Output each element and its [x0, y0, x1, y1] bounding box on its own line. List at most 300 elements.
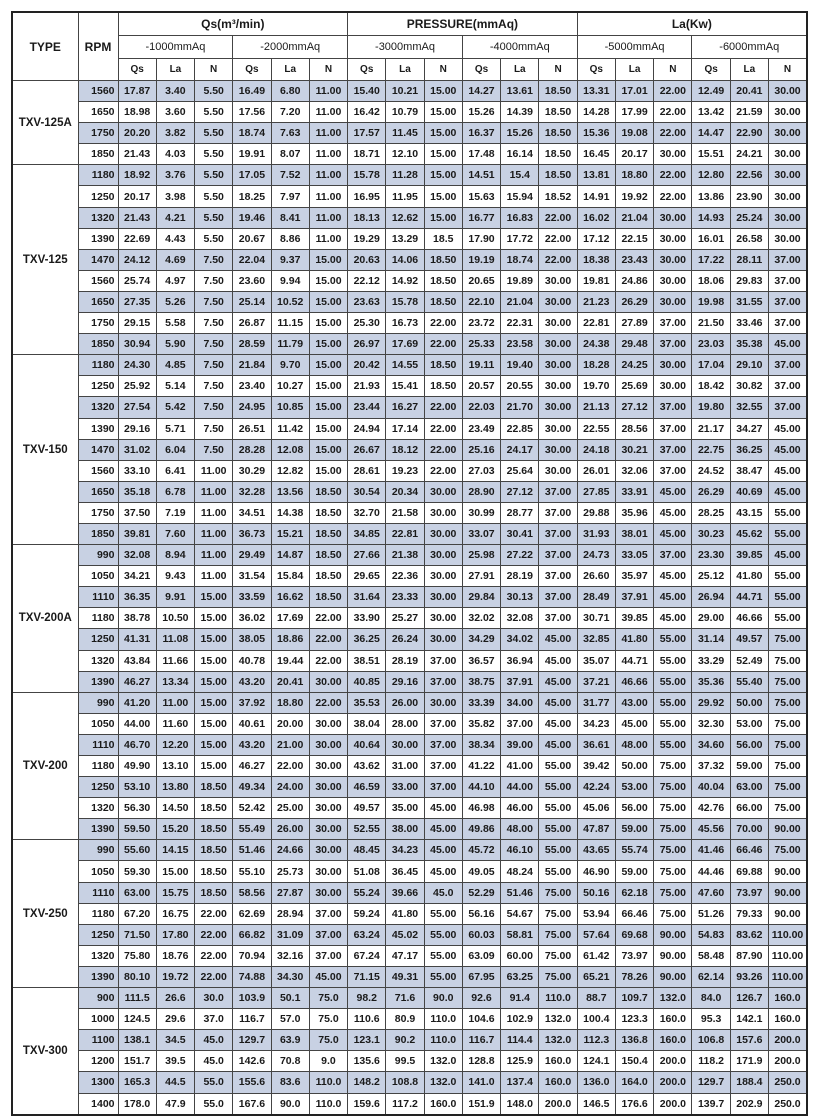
value-cell: 30.82 [730, 376, 768, 397]
value-cell: 6.80 [271, 81, 309, 102]
value-cell: 39.00 [501, 734, 539, 755]
value-cell: 18.50 [424, 355, 462, 376]
table-row [12, 481, 807, 502]
value-cell: 19.91 [233, 144, 271, 165]
value-cell: 15.36 [577, 123, 615, 144]
value-cell: 30.00 [769, 228, 807, 249]
value-cell: 40.04 [692, 777, 730, 798]
value-cell: 15.00 [195, 629, 233, 650]
value-cell: 21.23 [577, 291, 615, 312]
value-cell: 54.83 [692, 924, 730, 945]
value-cell: 75.00 [654, 882, 692, 903]
rpm-cell: 1650 [78, 481, 118, 502]
value-cell: 37.00 [769, 313, 807, 334]
value-cell: 30.99 [462, 502, 500, 523]
value-cell: 21.38 [386, 545, 424, 566]
value-cell: 15.20 [156, 819, 194, 840]
value-cell: 41.20 [118, 692, 156, 713]
value-cell: 75.0 [309, 1009, 347, 1030]
value-cell: 30.94 [118, 334, 156, 355]
value-cell: 14.27 [462, 81, 500, 102]
value-cell: 24.00 [271, 777, 309, 798]
value-cell: 75.00 [769, 692, 807, 713]
value-cell: 25.27 [386, 608, 424, 629]
value-cell: 125.9 [501, 1051, 539, 1072]
value-cell: 53.10 [118, 777, 156, 798]
value-cell: 45.00 [615, 713, 653, 734]
value-cell: 22.00 [424, 460, 462, 481]
table-row [12, 840, 807, 861]
value-cell: 21.59 [730, 102, 768, 123]
value-cell: 150.4 [615, 1051, 653, 1072]
value-cell: 9.43 [156, 566, 194, 587]
value-cell: 29.83 [730, 270, 768, 291]
rpm-cell: 990 [78, 692, 118, 713]
rpm-cell: 1180 [78, 165, 118, 186]
rpm-cell: 1750 [78, 502, 118, 523]
value-cell: 100.4 [577, 1009, 615, 1030]
value-cell: 7.97 [271, 186, 309, 207]
table-row [12, 1051, 807, 1072]
value-cell: 35.07 [577, 650, 615, 671]
value-cell: 15.00 [424, 123, 462, 144]
table-row [12, 903, 807, 924]
value-cell: 12.62 [386, 207, 424, 228]
value-cell: 47.60 [692, 882, 730, 903]
value-cell: 42.76 [692, 798, 730, 819]
value-cell: 43.65 [577, 840, 615, 861]
value-cell: 46.90 [577, 861, 615, 882]
value-cell: 30.00 [424, 481, 462, 502]
value-cell: 45.06 [577, 798, 615, 819]
value-cell: 47.17 [386, 945, 424, 966]
table-row [12, 756, 807, 777]
table-row [12, 988, 807, 1009]
value-cell: 37.00 [424, 671, 462, 692]
value-cell: 46.27 [118, 671, 156, 692]
value-cell: 18.28 [577, 355, 615, 376]
subcolumn-header-qs: Qs [233, 59, 271, 81]
value-cell: 55.00 [539, 798, 577, 819]
value-cell: 30.00 [309, 861, 347, 882]
value-cell: 18.74 [501, 249, 539, 270]
value-cell: 18.50 [195, 777, 233, 798]
value-cell: 250.0 [769, 1072, 807, 1093]
table-row [12, 882, 807, 903]
value-cell: 15.41 [386, 376, 424, 397]
value-cell: 93.26 [730, 966, 768, 987]
value-cell: 124.5 [118, 1009, 156, 1030]
value-cell: 20.17 [118, 186, 156, 207]
value-cell: 132.0 [424, 1072, 462, 1093]
value-cell: 34.85 [348, 523, 386, 544]
value-cell: 5.58 [156, 313, 194, 334]
table-row [12, 650, 807, 671]
value-cell: 37.92 [233, 692, 271, 713]
subcolumn-header-qs: Qs [692, 59, 730, 81]
value-cell: 36.25 [730, 439, 768, 460]
value-cell: 9.70 [271, 355, 309, 376]
value-cell: 38.51 [348, 650, 386, 671]
table-row [12, 587, 807, 608]
value-cell: 22.00 [271, 756, 309, 777]
table-row [12, 608, 807, 629]
value-cell: 45.00 [769, 481, 807, 502]
value-cell: 17.05 [233, 165, 271, 186]
value-cell: 178.0 [118, 1093, 156, 1115]
value-cell: 22.85 [501, 418, 539, 439]
table-row [12, 376, 807, 397]
value-cell: 15.00 [195, 734, 233, 755]
value-cell: 45.00 [654, 566, 692, 587]
value-cell: 36.45 [386, 861, 424, 882]
pressure-header: PRESSURE(mmAq) [348, 12, 578, 36]
value-cell: 23.72 [462, 313, 500, 334]
value-cell: 11.00 [195, 566, 233, 587]
value-cell: 6.78 [156, 481, 194, 502]
value-cell: 38.47 [730, 460, 768, 481]
value-cell: 56.30 [118, 798, 156, 819]
value-cell: 8.41 [271, 207, 309, 228]
rpm-cell: 1200 [78, 1051, 118, 1072]
value-cell: 37.00 [769, 249, 807, 270]
value-cell: 47.87 [577, 819, 615, 840]
value-cell: 55.00 [539, 840, 577, 861]
value-cell: 5.50 [195, 207, 233, 228]
subcolumn-header-n: N [195, 59, 233, 81]
value-cell: 90.0 [424, 988, 462, 1009]
value-cell: 59.00 [730, 756, 768, 777]
value-cell: 37.00 [654, 460, 692, 481]
value-cell: 55.49 [233, 819, 271, 840]
value-cell: 53.00 [730, 713, 768, 734]
value-cell: 75.00 [654, 798, 692, 819]
value-cell: 30.29 [233, 460, 271, 481]
value-cell: 18.50 [309, 481, 347, 502]
value-cell: 11.66 [156, 650, 194, 671]
value-cell: 14.87 [271, 545, 309, 566]
value-cell: 88.7 [577, 988, 615, 1009]
rpm-cell: 1750 [78, 123, 118, 144]
value-cell: 48.00 [501, 819, 539, 840]
value-cell: 23.03 [692, 334, 730, 355]
value-cell: 37.91 [501, 671, 539, 692]
value-cell: 22.90 [730, 123, 768, 144]
value-cell: 30.00 [539, 355, 577, 376]
value-cell: 45.00 [654, 587, 692, 608]
value-cell: 30.00 [424, 545, 462, 566]
value-cell: 18.52 [539, 186, 577, 207]
value-cell: 108.8 [386, 1072, 424, 1093]
value-cell: 32.08 [118, 545, 156, 566]
value-cell: 37.00 [309, 903, 347, 924]
value-cell: 41.80 [615, 629, 653, 650]
value-cell: 39.85 [615, 608, 653, 629]
value-cell: 23.30 [692, 545, 730, 566]
value-cell: 12.80 [692, 165, 730, 186]
value-cell: 45.00 [539, 629, 577, 650]
value-cell: 33.91 [615, 481, 653, 502]
value-cell: 55.00 [769, 523, 807, 544]
value-cell: 22.04 [233, 249, 271, 270]
value-cell: 22.00 [654, 123, 692, 144]
value-cell: 31.77 [577, 692, 615, 713]
pressure-level-header: -6000mmAq [692, 36, 807, 59]
value-cell: 75.00 [654, 777, 692, 798]
rpm-cell: 1470 [78, 249, 118, 270]
value-cell: 17.90 [462, 228, 500, 249]
pressure-level-header: -5000mmAq [577, 36, 692, 59]
value-cell: 27.85 [577, 481, 615, 502]
value-cell: 36.61 [577, 734, 615, 755]
value-cell: 18.50 [539, 165, 577, 186]
value-cell: 27.12 [615, 397, 653, 418]
value-cell: 33.10 [118, 460, 156, 481]
value-cell: 45.00 [769, 334, 807, 355]
value-cell: 26.00 [271, 819, 309, 840]
value-cell: 15.26 [462, 102, 500, 123]
value-cell: 27.35 [118, 291, 156, 312]
value-cell: 5.50 [195, 81, 233, 102]
table-row [12, 460, 807, 481]
table-row [12, 713, 807, 734]
value-cell: 45.0 [195, 1030, 233, 1051]
value-cell: 17.12 [577, 228, 615, 249]
value-cell: 155.6 [233, 1072, 271, 1093]
value-cell: 22.00 [654, 165, 692, 186]
value-cell: 30.00 [654, 144, 692, 165]
value-cell: 30.00 [309, 840, 347, 861]
value-cell: 4.85 [156, 355, 194, 376]
value-cell: 48.00 [615, 734, 653, 755]
value-cell: 22.00 [654, 186, 692, 207]
value-cell: 27.66 [348, 545, 386, 566]
value-cell: 55.00 [539, 756, 577, 777]
value-cell: 11.00 [309, 102, 347, 123]
value-cell: 33.59 [233, 587, 271, 608]
value-cell: 18.50 [195, 819, 233, 840]
value-cell: 75.00 [539, 945, 577, 966]
value-cell: 36.57 [462, 650, 500, 671]
value-cell: 118.2 [692, 1051, 730, 1072]
value-cell: 51.46 [233, 840, 271, 861]
value-cell: 37.00 [654, 397, 692, 418]
value-cell: 18.50 [195, 882, 233, 903]
value-cell: 34.60 [692, 734, 730, 755]
value-cell: 52.29 [462, 882, 500, 903]
value-cell: 14.47 [692, 123, 730, 144]
value-cell: 110.0 [309, 1072, 347, 1093]
value-cell: 60.03 [462, 924, 500, 945]
value-cell: 37.00 [309, 924, 347, 945]
value-cell: 45.00 [539, 713, 577, 734]
value-cell: 137.4 [501, 1072, 539, 1093]
value-cell: 18.06 [692, 270, 730, 291]
value-cell: 4.43 [156, 228, 194, 249]
rpm-cell: 1320 [78, 397, 118, 418]
value-cell: 23.40 [233, 376, 271, 397]
value-cell: 26.87 [233, 313, 271, 334]
value-cell: 44.71 [730, 587, 768, 608]
value-cell: 21.00 [271, 734, 309, 755]
value-cell: 12.82 [271, 460, 309, 481]
value-cell: 37.00 [501, 713, 539, 734]
rpm-cell: 1650 [78, 291, 118, 312]
value-cell: 22.00 [195, 924, 233, 945]
value-cell: 31.14 [692, 629, 730, 650]
value-cell: 59.00 [615, 819, 653, 840]
value-cell: 75.00 [769, 650, 807, 671]
value-cell: 135.6 [348, 1051, 386, 1072]
subcolumn-header-qs: Qs [118, 59, 156, 81]
value-cell: 75.00 [769, 798, 807, 819]
value-cell: 3.40 [156, 81, 194, 102]
value-cell: 50.00 [730, 692, 768, 713]
value-cell: 25.16 [462, 439, 500, 460]
value-cell: 55.74 [615, 840, 653, 861]
value-cell: 55.00 [769, 587, 807, 608]
value-cell: 35.96 [615, 502, 653, 523]
rpm-cell: 1470 [78, 439, 118, 460]
rpm-cell: 1110 [78, 734, 118, 755]
value-cell: 48.45 [348, 840, 386, 861]
value-cell: 15.26 [501, 123, 539, 144]
value-cell: 24.94 [348, 418, 386, 439]
value-cell: 39.81 [118, 523, 156, 544]
table-row [12, 397, 807, 418]
value-cell: 39.85 [730, 545, 768, 566]
value-cell: 45.00 [769, 545, 807, 566]
value-cell: 123.1 [348, 1030, 386, 1051]
value-cell: 31.55 [730, 291, 768, 312]
value-cell: 29.16 [118, 418, 156, 439]
value-cell: 27.91 [462, 566, 500, 587]
type-header: TYPE [12, 12, 78, 81]
value-cell: 37.00 [769, 291, 807, 312]
value-cell: 37.00 [424, 713, 462, 734]
value-cell: 41.46 [692, 840, 730, 861]
value-cell: 160.0 [539, 1072, 577, 1093]
value-cell: 95.3 [692, 1009, 730, 1030]
value-cell: 37.00 [769, 376, 807, 397]
value-cell: 22.00 [424, 439, 462, 460]
value-cell: 52.55 [348, 819, 386, 840]
value-cell: 11.42 [271, 418, 309, 439]
value-cell: 41.31 [118, 629, 156, 650]
value-cell: 55.00 [424, 903, 462, 924]
value-cell: 16.62 [271, 587, 309, 608]
value-cell: 14.51 [462, 165, 500, 186]
value-cell: 11.28 [386, 165, 424, 186]
value-cell: 14.06 [386, 249, 424, 270]
value-cell: 67.20 [118, 903, 156, 924]
rpm-cell: 1250 [78, 186, 118, 207]
value-cell: 110.00 [769, 945, 807, 966]
rpm-cell: 1850 [78, 523, 118, 544]
value-cell: 55.60 [118, 840, 156, 861]
value-cell: 30.00 [309, 756, 347, 777]
value-cell: 41.80 [730, 566, 768, 587]
value-cell: 52.49 [730, 650, 768, 671]
value-cell: 29.84 [462, 587, 500, 608]
value-cell: 17.48 [462, 144, 500, 165]
value-cell: 7.50 [195, 334, 233, 355]
value-cell: 78.26 [615, 966, 653, 987]
value-cell: 34.30 [271, 966, 309, 987]
value-cell: 36.35 [118, 587, 156, 608]
value-cell: 25.14 [233, 291, 271, 312]
value-cell: 132.0 [539, 1030, 577, 1051]
value-cell: 30.00 [654, 355, 692, 376]
value-cell: 15.00 [424, 186, 462, 207]
value-cell: 24.66 [271, 840, 309, 861]
value-cell: 43.00 [615, 692, 653, 713]
value-cell: 110.00 [769, 924, 807, 945]
value-cell: 15.75 [156, 882, 194, 903]
value-cell: 49.86 [462, 819, 500, 840]
value-cell: 18.80 [615, 165, 653, 186]
rpm-cell: 1110 [78, 882, 118, 903]
value-cell: 22.81 [577, 313, 615, 334]
value-cell: 18.86 [271, 629, 309, 650]
value-cell: 19.19 [462, 249, 500, 270]
value-cell: 73.97 [615, 945, 653, 966]
value-cell: 37.91 [615, 587, 653, 608]
value-cell: 103.9 [233, 988, 271, 1009]
value-cell: 55.0 [195, 1072, 233, 1093]
value-cell: 22.55 [577, 418, 615, 439]
value-cell: 39.5 [156, 1051, 194, 1072]
value-cell: 15.00 [424, 102, 462, 123]
value-cell: 22.00 [309, 692, 347, 713]
value-cell: 30.00 [654, 228, 692, 249]
value-cell: 49.34 [233, 777, 271, 798]
value-cell: 28.00 [386, 713, 424, 734]
value-cell: 19.70 [577, 376, 615, 397]
value-cell: 53.00 [615, 777, 653, 798]
value-cell: 138.1 [118, 1030, 156, 1051]
value-cell: 55.00 [424, 966, 462, 987]
value-cell: 45.72 [462, 840, 500, 861]
la-unit-header: La(Kw) [577, 12, 807, 36]
value-cell: 30.00 [654, 207, 692, 228]
table-row [12, 545, 807, 566]
value-cell: 3.60 [156, 102, 194, 123]
value-cell: 27.03 [462, 460, 500, 481]
value-cell: 4.69 [156, 249, 194, 270]
table-row [12, 819, 807, 840]
value-cell: 3.98 [156, 186, 194, 207]
value-cell: 38.78 [118, 608, 156, 629]
value-cell: 109.7 [615, 988, 653, 1009]
value-cell: 22.00 [539, 207, 577, 228]
value-cell: 43.20 [233, 671, 271, 692]
value-cell: 29.88 [577, 502, 615, 523]
value-cell: 157.6 [730, 1030, 768, 1051]
rpm-cell: 1110 [78, 587, 118, 608]
value-cell: 5.50 [195, 165, 233, 186]
value-cell: 16.73 [386, 313, 424, 334]
value-cell: 55.00 [539, 777, 577, 798]
value-cell: 47.9 [156, 1093, 194, 1115]
value-cell: 160.0 [424, 1093, 462, 1115]
value-cell: 16.42 [348, 102, 386, 123]
value-cell: 15.00 [195, 587, 233, 608]
rpm-cell: 990 [78, 545, 118, 566]
value-cell: 21.84 [233, 355, 271, 376]
value-cell: 110.6 [348, 1009, 386, 1030]
value-cell: 30.00 [424, 692, 462, 713]
